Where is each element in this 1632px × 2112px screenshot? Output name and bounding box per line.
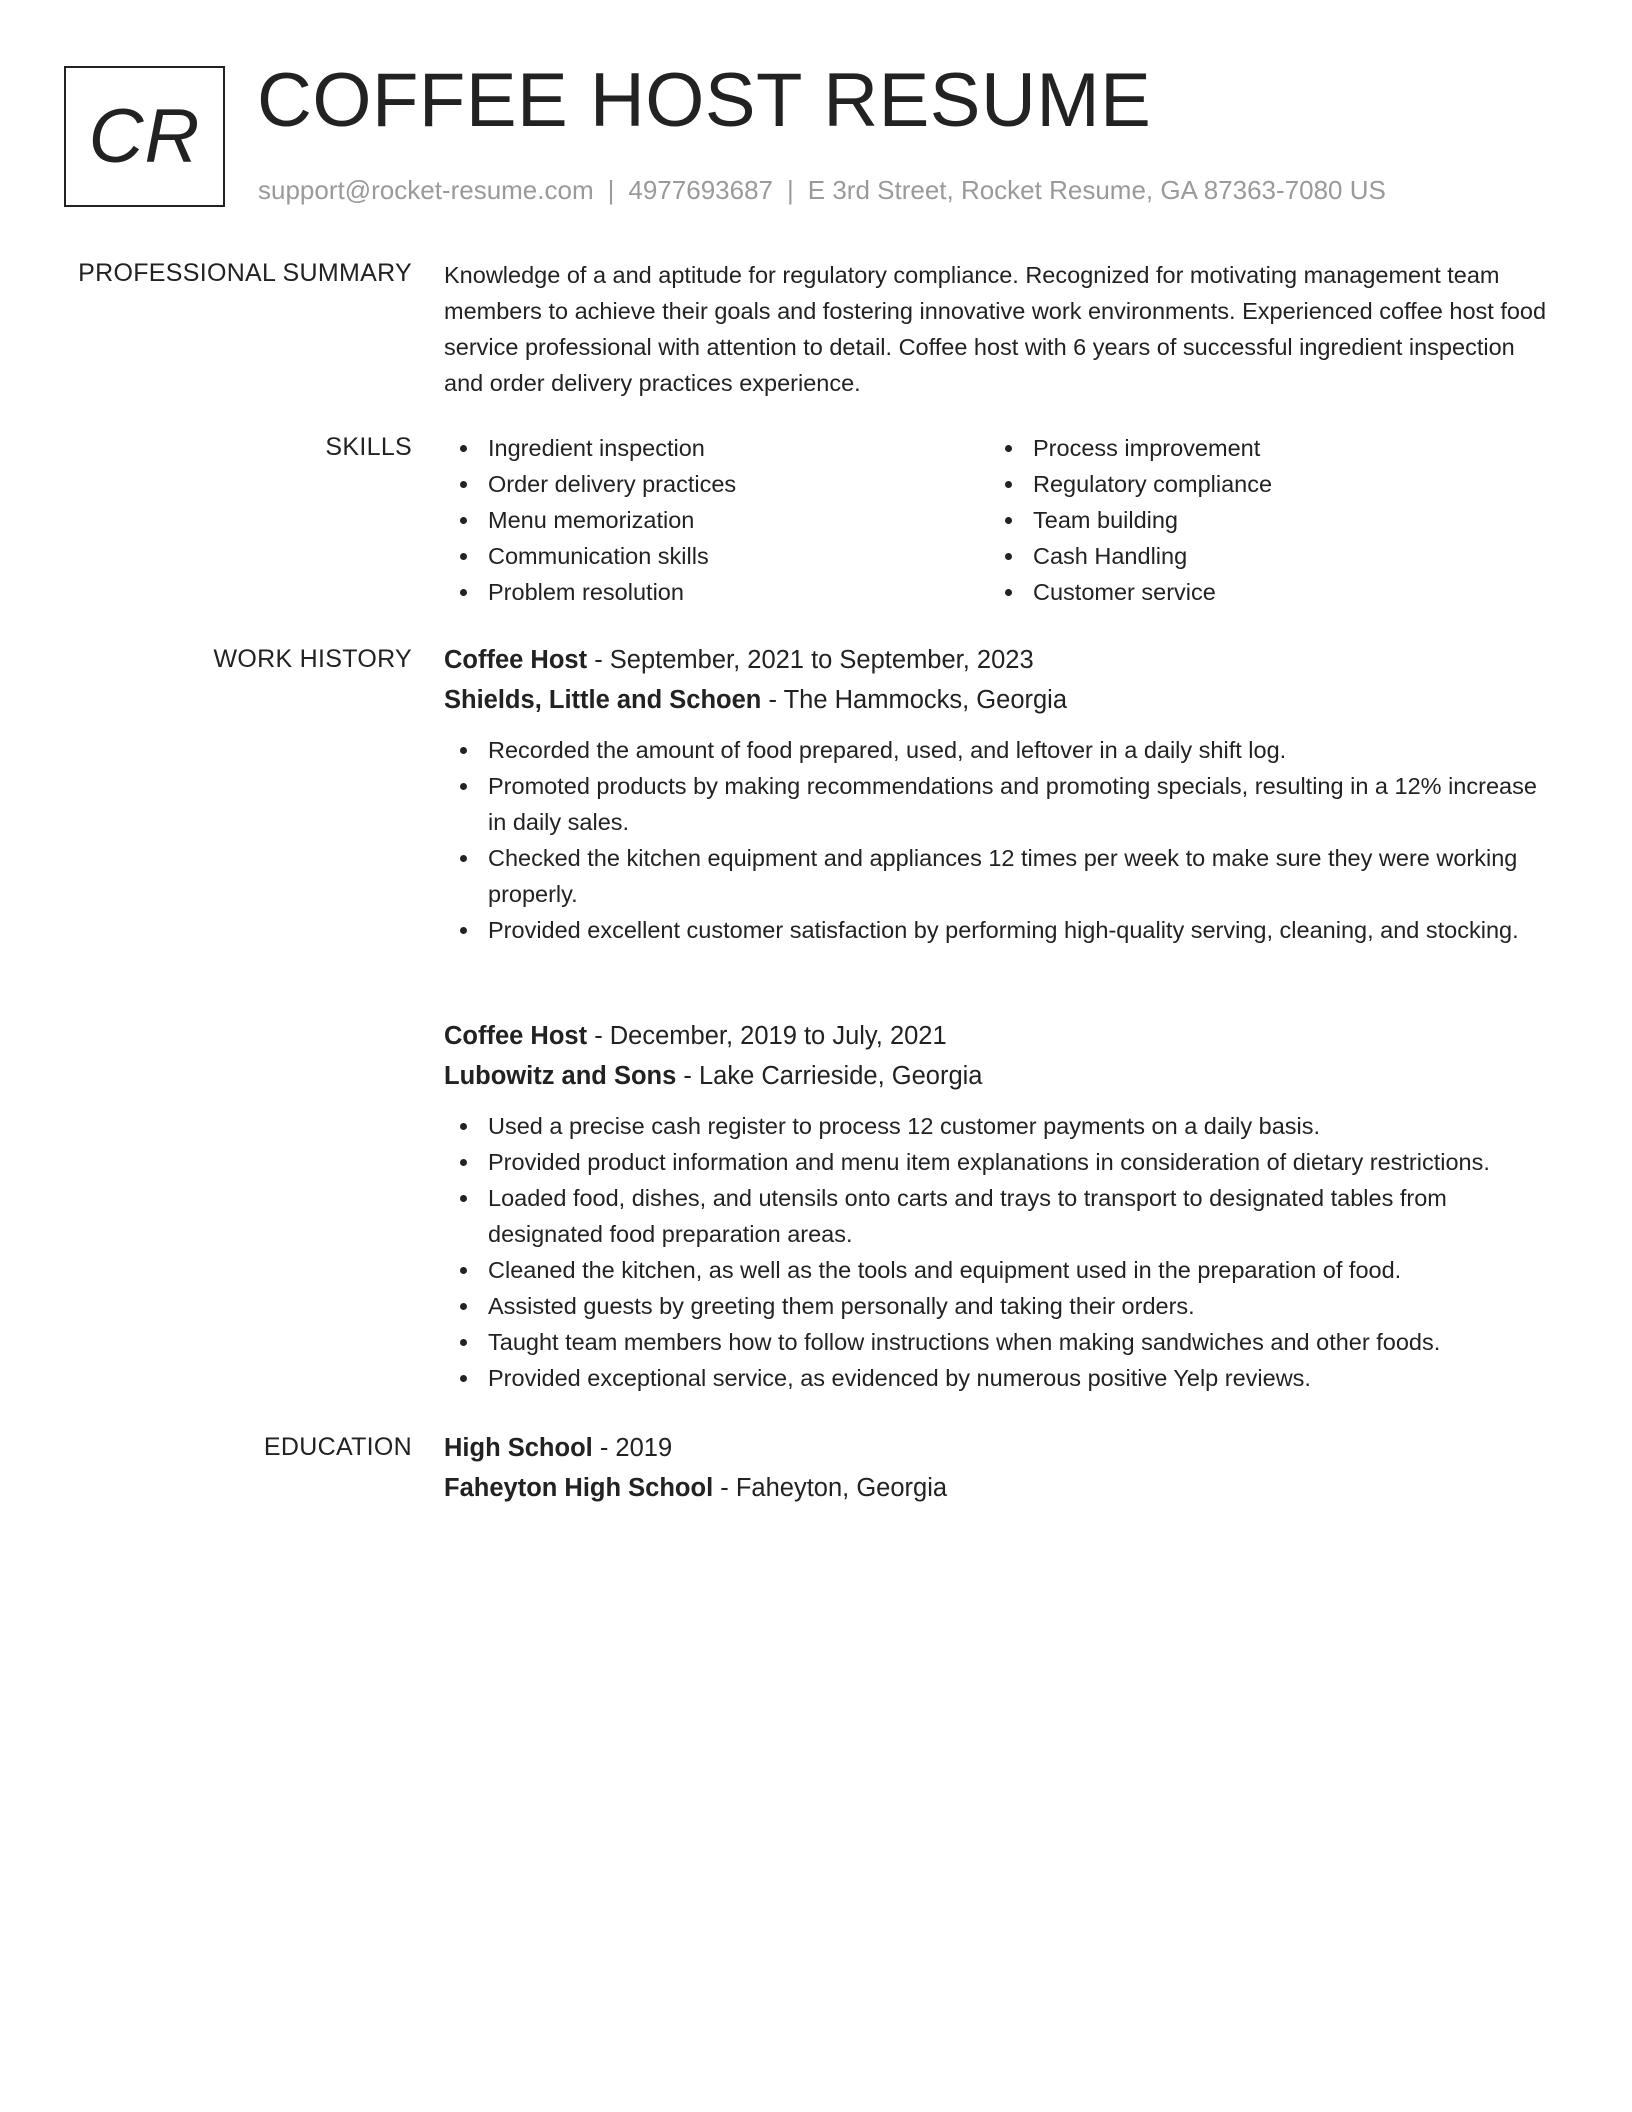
education-degree: High School xyxy=(444,1434,593,1462)
contact-email: support@rocket-resume.com xyxy=(258,175,594,205)
summary-section xyxy=(444,257,1559,401)
bullet-dot xyxy=(460,1195,467,1202)
job-bullet-item xyxy=(444,1180,1559,1252)
education-section xyxy=(444,1428,1559,1508)
section-label-education: EDUCATION xyxy=(263,1433,412,1461)
bullet-dot xyxy=(460,927,467,934)
skill-item xyxy=(989,574,1534,610)
bullet-dot xyxy=(1005,445,1012,452)
job-location: - Lake Carrieside, Georgia xyxy=(683,1062,983,1090)
skill-text: Cash Handling xyxy=(1033,543,1188,569)
contact-separator: | xyxy=(607,175,615,205)
bullet-dot xyxy=(460,1303,467,1310)
bullet-dot xyxy=(460,1339,467,1346)
skill-text: Order delivery practices xyxy=(488,471,737,497)
job-employer-line xyxy=(444,680,1559,720)
job-bullet-item xyxy=(444,768,1559,840)
skill-item xyxy=(989,466,1534,502)
skill-item xyxy=(444,430,989,466)
skill-item xyxy=(989,502,1534,538)
bullet-dot xyxy=(460,747,467,754)
job-bullet-item xyxy=(444,1360,1559,1396)
skill-text: Ingredient inspection xyxy=(488,435,705,461)
bullet-dot xyxy=(460,1375,467,1382)
job-bullets xyxy=(444,732,1559,948)
bullet-dot xyxy=(460,783,467,790)
skill-text: Team building xyxy=(1033,507,1179,533)
job-employer: Shields, Little and Schoen xyxy=(444,686,762,714)
job-dates: - September, 2021 to September, 2023 xyxy=(594,646,1034,674)
job-title-line xyxy=(444,1016,1559,1056)
job-bullet-text: Taught team members how to follow instructions when making sandwiches and other foods. xyxy=(488,1329,1441,1355)
job-employer-line xyxy=(444,1056,1559,1096)
skill-item xyxy=(989,538,1534,574)
bullet-dot xyxy=(460,481,467,488)
bullet-dot xyxy=(460,855,467,862)
job-bullet-text: Loaded food, dishes, and utensils onto carts and trays to transport to designated tables from designated food preparation areas. xyxy=(488,1185,1447,1247)
education-school: Faheyton High School xyxy=(444,1474,714,1502)
skill-item xyxy=(444,574,989,610)
job-bullet-item xyxy=(444,1144,1559,1180)
job-title-line xyxy=(444,640,1559,680)
job-employer: Lubowitz and Sons xyxy=(444,1062,677,1090)
contact-info xyxy=(258,174,1386,206)
job-bullet-text: Recorded the amount of food prepared, used, and leftover in a daily shift log. xyxy=(488,737,1287,763)
skill-text: Customer service xyxy=(1033,579,1216,605)
job-entry xyxy=(444,640,1559,948)
summary-text: Knowledge of a and aptitude for regulatory compliance. Recognized for motivating management team members to achieve their goals and fostering innovative work environments. Experienced coffee host food service professional with attention to detail. Coffee host with 6 years of successful ingredient inspection and order delivery practices experience. xyxy=(444,262,1547,396)
skills-list-right xyxy=(989,430,1534,610)
skill-text: Communication skills xyxy=(488,543,709,569)
job-bullet-item xyxy=(444,840,1559,912)
skill-item xyxy=(989,430,1534,466)
job-title: Coffee Host xyxy=(444,1022,588,1050)
skills-list-left xyxy=(444,430,989,610)
monogram-initials: CR xyxy=(88,94,201,179)
bullet-dot xyxy=(1005,589,1012,596)
bullet-dot xyxy=(460,1123,467,1130)
bullet-dot xyxy=(1005,517,1012,524)
bullet-dot xyxy=(460,589,467,596)
job-bullet-text: Promoted products by making recommendations and promoting specials, resulting in a 12% increase in daily sales. xyxy=(488,773,1537,835)
skill-item xyxy=(444,502,989,538)
education-degree-line xyxy=(444,1428,1559,1468)
skills-section xyxy=(444,430,1559,610)
job-entry xyxy=(444,1016,1559,1396)
section-label-summary: PROFESSIONAL SUMMARY xyxy=(78,259,412,287)
job-bullet-item xyxy=(444,1324,1559,1360)
job-bullet-text: Provided excellent customer satisfaction by performing high-quality serving, cleaning, and stocking. xyxy=(488,917,1519,943)
job-bullet-text: Assisted guests by greeting them personally and taking their orders. xyxy=(488,1293,1195,1319)
job-bullets xyxy=(444,1108,1559,1396)
job-bullet-item xyxy=(444,912,1559,948)
bullet-dot xyxy=(1005,553,1012,560)
job-bullet-text: Cleaned the kitchen, as well as the tools and equipment used in the preparation of food. xyxy=(488,1257,1402,1283)
job-bullet-text: Provided exceptional service, as evidenced by numerous positive Yelp reviews. xyxy=(488,1365,1311,1391)
bullet-dot xyxy=(460,553,467,560)
contact-address: E 3rd Street, Rocket Resume, GA 87363-7080 US xyxy=(807,175,1386,205)
job-bullet-text: Checked the kitchen equipment and appliances 12 times per week to make sure they were working properly. xyxy=(488,845,1518,907)
skill-text: Menu memorization xyxy=(488,507,695,533)
job-bullet-text: Used a precise cash register to process 12 customer payments on a daily basis. xyxy=(488,1113,1321,1139)
section-label-work-history: WORK HISTORY xyxy=(213,645,412,673)
contact-phone: 4977693687 xyxy=(628,175,773,205)
contact-separator: | xyxy=(787,175,794,205)
skill-item xyxy=(444,538,989,574)
job-dates: - December, 2019 to July, 2021 xyxy=(594,1022,947,1050)
skill-text: Problem resolution xyxy=(488,579,684,605)
bullet-dot xyxy=(1005,481,1012,488)
education-location: - Faheyton, Georgia xyxy=(720,1474,948,1502)
skills-columns xyxy=(444,430,1559,610)
skill-item xyxy=(444,466,989,502)
education-year: - 2019 xyxy=(599,1434,673,1462)
section-label-skills: SKILLS xyxy=(325,433,412,461)
monogram-logo xyxy=(64,66,225,207)
job-title: Coffee Host xyxy=(444,646,588,674)
job-bullet-text: Provided product information and menu item explanations in consideration of dietary restrictions. xyxy=(488,1149,1490,1175)
job-bullet-item xyxy=(444,1252,1559,1288)
skill-text: Process improvement xyxy=(1033,435,1261,461)
resume-title: COFFEE HOST RESUME xyxy=(257,58,1152,143)
bullet-dot xyxy=(460,517,467,524)
education-school-line xyxy=(444,1468,1559,1508)
bullet-dot xyxy=(460,1267,467,1274)
skill-text: Regulatory compliance xyxy=(1033,471,1273,497)
bullet-dot xyxy=(460,445,467,452)
job-location: - The Hammocks, Georgia xyxy=(768,686,1068,714)
job-bullet-item xyxy=(444,1288,1559,1324)
bullet-dot xyxy=(460,1159,467,1166)
job-bullet-item xyxy=(444,1108,1559,1144)
job-bullet-item xyxy=(444,732,1559,768)
